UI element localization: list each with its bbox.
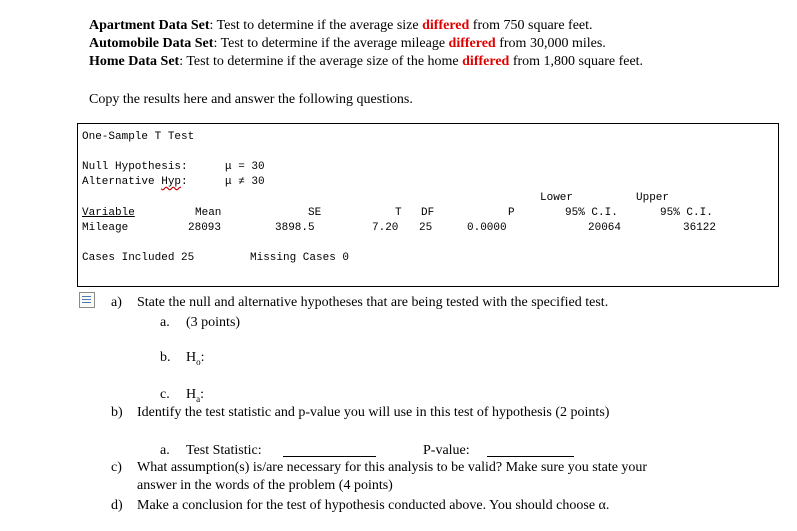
automobile-text-after: from 30,000 miles. [495, 36, 606, 51]
col-lower-ci: 95% C.I. [565, 207, 618, 219]
test-statistic-blank[interactable] [283, 444, 376, 457]
h-symbol: H [186, 387, 197, 402]
row-upper: 36122 [683, 222, 717, 234]
col-lower: Lower [540, 192, 574, 204]
missing-cases: Missing Cases 0 [250, 252, 350, 264]
cases-included: Cases Included 25 [82, 252, 195, 264]
field-lines-icon [82, 296, 91, 297]
home-highlight: differed [462, 54, 510, 69]
col-upper-ci: 95% C.I. [660, 207, 713, 219]
automobile-text-before: : Test to determine if the average mileage [213, 36, 449, 51]
alt-label-c: : [181, 176, 188, 188]
question-b-sub-a-label: a. [160, 443, 170, 458]
h-sub-o: o [196, 356, 201, 367]
alt-hypothesis-answer-label [186, 387, 204, 404]
null-hypothesis-answer-label [186, 350, 205, 367]
home-text-before: : Test to determine if the average size of the home [179, 54, 463, 69]
col-se: SE [308, 207, 322, 219]
question-a-sub-c-label: c. [160, 387, 170, 402]
null-hypothesis-value: μ = 30 [225, 161, 265, 173]
row-lower: 20064 [588, 222, 622, 234]
home-label: Home Data Set [89, 54, 180, 69]
p-value-label: P-value: [423, 443, 470, 458]
instruction-text: Copy the results here and answer the following questions. [89, 92, 413, 107]
home-text-after: from 1,800 square feet. [509, 54, 644, 69]
row-mean: 28093 [188, 222, 222, 234]
apartment-highlight: differed [422, 18, 470, 33]
col-upper: Upper [636, 192, 670, 204]
question-b-label: b) [111, 405, 123, 420]
question-d-label: d) [111, 498, 123, 513]
question-c-text-line2: answer in the words of the problem (4 points) [137, 478, 393, 493]
row-t: 7.20 [372, 222, 399, 234]
question-c-text-line1: What assumption(s) is/are necessary for this analysis to be valid? Make sure you state your [137, 460, 648, 475]
question-c-label: c) [111, 460, 122, 475]
col-df: DF [421, 207, 435, 219]
alt-label-a: Alternative [82, 176, 162, 188]
colon: : [200, 387, 205, 402]
h-sub-a: a [196, 393, 201, 404]
output-title: One-Sample T Test [82, 131, 195, 143]
row-df: 25 [419, 222, 433, 234]
alternative-hypothesis-label [82, 176, 188, 188]
col-t: T [395, 207, 402, 219]
test-statistic-label: Test Statistic: [186, 443, 262, 458]
apartment-label: Apartment Data Set [89, 18, 210, 33]
h-symbol: H [186, 350, 197, 365]
colon: : [200, 350, 205, 365]
question-b-text: Identify the test statistic and p-value you will use in this test of hypothesis (2 points) [137, 405, 610, 420]
alt-label-b: Hyp [161, 176, 182, 188]
col-p: P [508, 207, 515, 219]
null-hypothesis-label: Null Hypothesis: [82, 161, 188, 173]
automobile-highlight: differed [448, 36, 496, 51]
question-a-sub-a-label: a. [160, 315, 170, 330]
question-a-label: a) [111, 295, 122, 310]
col-variable: Variable [82, 207, 135, 219]
row-se: 3898.5 [275, 222, 315, 234]
p-value-blank[interactable] [487, 444, 574, 457]
row-p: 0.0000 [467, 222, 507, 234]
question-a-sub-b-label: b. [160, 350, 171, 365]
question-d-text: Make a conclusion for the test of hypothesis conducted above. You should choose α. [137, 498, 610, 513]
col-mean: Mean [195, 207, 222, 219]
apartment-text-after: from 750 square feet. [469, 18, 593, 33]
row-variable: Mileage [82, 222, 129, 234]
home-line [89, 54, 643, 70]
automobile-line [89, 36, 606, 52]
form-field-icon[interactable] [79, 292, 95, 308]
question-a-sub-a-text: (3 points) [186, 315, 241, 330]
question-a-text: State the null and alternative hypotheses that are being tested with the specified test. [137, 295, 609, 310]
apartment-line [89, 18, 593, 34]
apartment-text-before: : Test to determine if the average size [209, 18, 423, 33]
alternative-hypothesis-value: μ ≠ 30 [225, 176, 265, 188]
automobile-label: Automobile Data Set [89, 36, 214, 51]
